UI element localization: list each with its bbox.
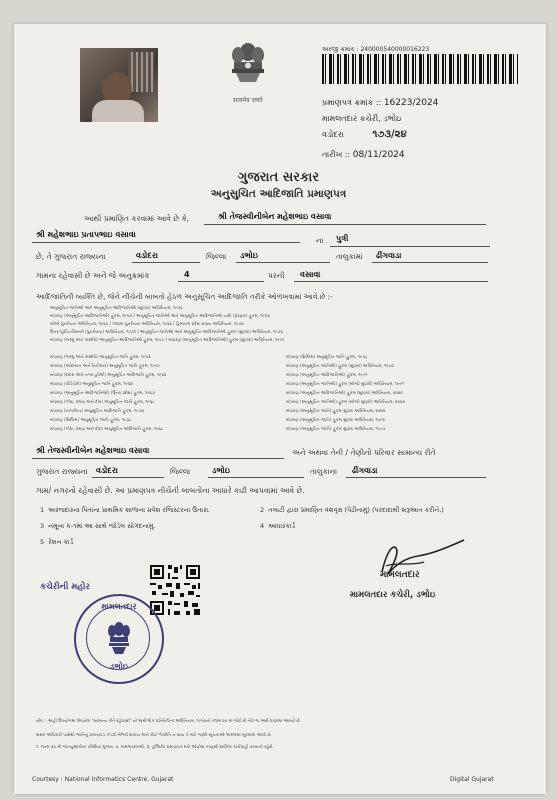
taluka: ડભોઇ (240, 251, 258, 260)
footnote: ૧. જન્મ ૨૬ મી જાન્યુઆરીના પરિશિષ્ટ મુજબ. ૨. મામલતદારશ્રી, ૩. ડુપ્લિકેટ પ્રમાણપત્ર માટે ઓફીસ તરફથી દર્શાવેલ કાર્યવાહી કરવાની રહેશે. (36, 744, 274, 749)
footer-brand: Digital Gujarat (450, 776, 494, 783)
barcode (322, 54, 518, 84)
order-line: બંધારણ (અનુસૂચિત આદિજાતિઓ) (ઉત્તર પ્રદેશ) હુકમ, ૧૯૬૭ (50, 390, 155, 395)
document-item (40, 538, 73, 547)
district-label-2: જિલ્લા (170, 467, 191, 476)
certificate-title: અનુસુચિત આદિજાતિ પ્રમાણપત્ર (210, 188, 347, 200)
document-text: તલાટી દ્વારા પ્રમાણિત વંશવૃક્ષ (પેઢીનામું) (પરદાદાથી શરૂઆત કરીને.) (268, 506, 444, 514)
order-line: બંધારણ (સિક્કિમ) અનુસૂચિત જાતિ હુકમ, ૧૯૭૮ (286, 354, 368, 359)
orders-right-column (286, 352, 405, 433)
signatory-title: મામલતદાર (380, 570, 420, 580)
order-line: બંધારણ (અનુસૂચિત આદિજાતિઓ) હુકમ, ૧૯૯૧ (286, 372, 368, 377)
document-text: રેશન કાર્ડ (48, 538, 74, 546)
document-number: 2 (260, 506, 265, 514)
register-number: ૧૭૩/૨૪ (372, 129, 407, 140)
document-item (40, 522, 156, 531)
family-residence-text: અને અથવા તેની / તેણીનો પરિવાર સામાન્ય રીતે (292, 448, 436, 457)
issue-date: 08/11/2024 (352, 150, 405, 160)
certificate-number-label: પ્રમાણપત્ર ક્રમાંક :: (322, 98, 382, 107)
applicant-photo (80, 48, 158, 122)
relation: પુત્રી (336, 234, 349, 243)
footnote: સક્ષમ અધિકારી પાસેથી જાતિનું પ્રમાણપત્ર ઝડપી મેળવી શકાય અને કોઈ ગેરરીતિ ન થાય તે માટે જરૂરી સૂચનાઓ અમલમાં મૂકવામાં આવી છે. (36, 732, 272, 737)
certificate-number: 16223/2024 (383, 98, 439, 108)
order-line: બંધારણ (અનુસૂચિત આદિજાતિઓ) હુકમ, ૧૯૫૦ / અનુસૂચિત જાતિઓ અને અનુસૂચિત આદિજાતિઓ યાદી (ફેરફાર) હુકમ, ૧૯૫૬ (50, 313, 270, 318)
register-row (322, 129, 407, 140)
document-number: 3 (40, 522, 45, 530)
tribe-label: પરની (268, 271, 285, 280)
order-line: બંધારણ (ગોવા, દમણ અને દીવ) અનુસૂચિત આદિજાતિ હુકમ, ૧૯૬૮ (50, 426, 164, 431)
intro-text: આથી પ્રમાણિત કરવામાં આવે છે કે, (84, 214, 190, 223)
document-item (40, 506, 210, 515)
document-number: 4 (260, 522, 265, 530)
father-name: શ્રી મહેશભાઇ પ્રતાપભાઇ વસાવા (36, 230, 136, 239)
office-seal-label: કચેરીની મહોર (40, 582, 90, 592)
legislation-orders (50, 304, 284, 344)
register-place: વડોદરા (322, 130, 344, 139)
order-line: બંધારણ (અનુસૂચિત જાતિ) હુકમ સુધારા અધિનિયમ, ૧૯૯૨ (286, 417, 386, 422)
document-number: 5 (40, 538, 45, 546)
residence-prefix: ગામના રહેવાસી છે અને જે અનુક્રમાંક (36, 271, 150, 280)
order-line: બંધારણ (અનુસૂચિત જાતિઓ) હુકમ (સુધારા) અધિનિયમ, ૧૯૯૦ (286, 363, 394, 368)
certificate-number-row (322, 98, 438, 108)
national-emblem-icon (226, 38, 270, 96)
order-line: બંધારણ (અનુસૂચિત જાતિ) હુકમ સુધારા અધિનિયમ, ૧૯૯૭ (286, 426, 386, 431)
order-line: બોમ્બે પુનર્રચના અધિનિયમ, ૧૯૬૦ / પંજાબ પુનર્રચના અધિનિયમ, ૧૯૬૬ / હિમાચલ પ્રદેશ રાજ્ય અધિનિયમ, ૧૯૭૦ (50, 321, 244, 326)
order-line: બંધારણ (જમ્મુ અને કાશ્મીર) અનુસૂચિત જાતિ હુકમ, ૧૯૫૬ (50, 354, 151, 359)
office-seal (74, 594, 164, 684)
district-repeat: વડોદરા (96, 466, 118, 475)
village: ઢીંગવાડા (376, 251, 402, 260)
government-title: ગુજરાત સરકાર (237, 170, 320, 185)
order-line: અનુસૂચિત જાતિઓ અને અનુસૂચિત આદિજાતિઓ (સુધારા) અધિનિયમ, ૧૯૫૬ (50, 305, 183, 310)
state-label: ગુજરાત રાજ્યના (36, 467, 88, 476)
order-line: બંધારણ (નાગાલેન્ડ) અનુસૂચિત આદિજાતિ હુકમ, ૧૯૭૦ (50, 408, 145, 413)
order-line: ઉત્તર-પૂર્વીય વિસ્તારો (પુનર્રચના) અધિનિયમ, ૧૯૭૧ / અનુસૂચિત જાતિઓ અને અનુસૂચિત આદિજાતિઓ હુકમ (સુધારા) અધિનિયમ, ૧૯૭૬ (50, 329, 283, 334)
order-line: બંધારણ (સિક્કિમ) અનુસૂચિત જાતિ હુકમ, ૧૯૭૮ (50, 417, 132, 422)
seal-top-text: મામલતદાર (101, 602, 137, 611)
order-line: બંધારણ (પોંડિચેરી) અનુસૂચિત જાતિ હુકમ, ૧૯૬૪ (50, 381, 133, 386)
district: વડોદરા (136, 251, 158, 260)
taluka-label-2: તાલુકાના (310, 467, 338, 476)
order-line: બંધારણ (આંદામાન અને નિકોબાર) અનુસૂચિત જાતિ હુકમ, ૧૯૫૯ (50, 363, 161, 368)
issue-date-label: તારીખ :: (322, 150, 351, 159)
district-label: જિલ્લા (206, 252, 227, 261)
application-number: અરજી ક્રમાંક : 240000540000016223 (322, 46, 430, 53)
footer-credit: Courtesy : National Informatics Centre, Gujarat (32, 776, 174, 783)
recognition-text: આદિજાતિની વ્યક્તિ છે, જેને નીચેની બાબતો હેઠળ અનુસૂચિત આદિજાતિ તરીકે ઓળખવામાં આવે છે :- (36, 292, 333, 301)
applicant-name: શ્રી તેજસ્વીનીબેન મહેશભાઇ વસાવા (218, 212, 332, 221)
order-line: બંધારણ (દાદરા અને નગર હવેલી) અનુસૂચિત આદિજાતિ હુકમ, ૧૯૬૨ (50, 372, 167, 377)
basis-text: ગામ/ નગરનો રહેવાસી છે. આ પ્રમાણપત્ર નીચેની બાબતોના આધારે કાઢી આપવામાં આવે છે. (36, 486, 305, 495)
issue-date-row (322, 150, 405, 160)
document-item (260, 522, 295, 531)
order-line: બંધારણ (અનુસૂચિત જાતિઓ) હુકમ (બીજો સુધારો) અધિનિયમ, ૨૦૦૨ (286, 399, 406, 404)
order-line: બંધારણ (અનુસૂચિત જાતિ) હુકમ સુધારા અધિનિયમ, ૨૦૦૨ (286, 408, 386, 413)
footnote: નોંધ :- અહીં ઉપયોગમાં લેવાયેલ "સામાન્ય રીતે રહેવાસી" નો અર્થ લોક પ્રતિનિધિત્વ અધિનિયમ, ૧૯૫૦ની કલમ ૨૦ માં જેવો છે તેવો જ અર્થ કરવામાં આવ્યો છે. (36, 718, 301, 723)
serial-number: 4 (184, 270, 190, 279)
taluka-label: તાલુકામાં (336, 252, 363, 261)
applicant-name-repeat: શ્રી તેજસ્વીનીબેન મહેશભાઇ વસાવા (36, 446, 150, 455)
document-number: 1 (40, 506, 45, 514)
order-line: બંધારણ (ગોવા, દમણ અને દીવ) અનુસૂચિત જાતિ હુકમ, ૧૯૬૮ (50, 399, 155, 404)
orders-left-column (50, 352, 166, 433)
taluka-repeat: ડભોઇ (212, 466, 230, 475)
issuing-office: મામલતદાર કચેરી, ડભોઇ (322, 114, 402, 123)
seal-emblem-icon (106, 620, 132, 656)
order-line: બંધારણ (અનુસૂચિત આદિજાતિઓ) હુકમ (સુધારા) અધિનિયમ, ૨૦૦૨ (286, 390, 403, 395)
emblem-caption: सत्यमेव जयते (233, 97, 263, 104)
document-text: આધારકાર્ડ (268, 522, 296, 530)
seal-bottom-text: ડભોઇ (110, 662, 128, 671)
signatory-office: મામલતદાર કચેરી, ડભોઇ (350, 590, 436, 600)
relation-label: ના (316, 236, 324, 245)
order-line: બંધારણ (અનુસૂચિત જાતિઓ) હુકમ (બીજો સુધારો) અધિનિયમ, ૧૯૯૧ (286, 381, 405, 386)
document-item (260, 506, 444, 515)
order-line: બંધારણ (જમ્મુ અને કાશ્મીર) અનુસૂચિત આદિજાતિઓ હુકમ, ૧૯૮૯ / બંધારણ (અનુસૂચિત આદિજાતિઓ) હુકમ (સુધારા) અધિનિયમ, ૧૯૯૧ (50, 337, 285, 342)
document-text: અરજદારના પિતાના પ્રાથમિક શાળાના પ્રવેશ રજિસ્ટરના ઉતારા. (48, 506, 211, 514)
document-text: નમૂના ક-૧માં આ સાથે જોડેલ સોગંદનામું. (48, 522, 156, 530)
tribe-name: વસાવા (300, 270, 321, 279)
village-repeat: ઢીંગવાડા (352, 466, 378, 475)
state-prefix: છે, તે ગુજરાત રાજ્યના (36, 252, 106, 261)
